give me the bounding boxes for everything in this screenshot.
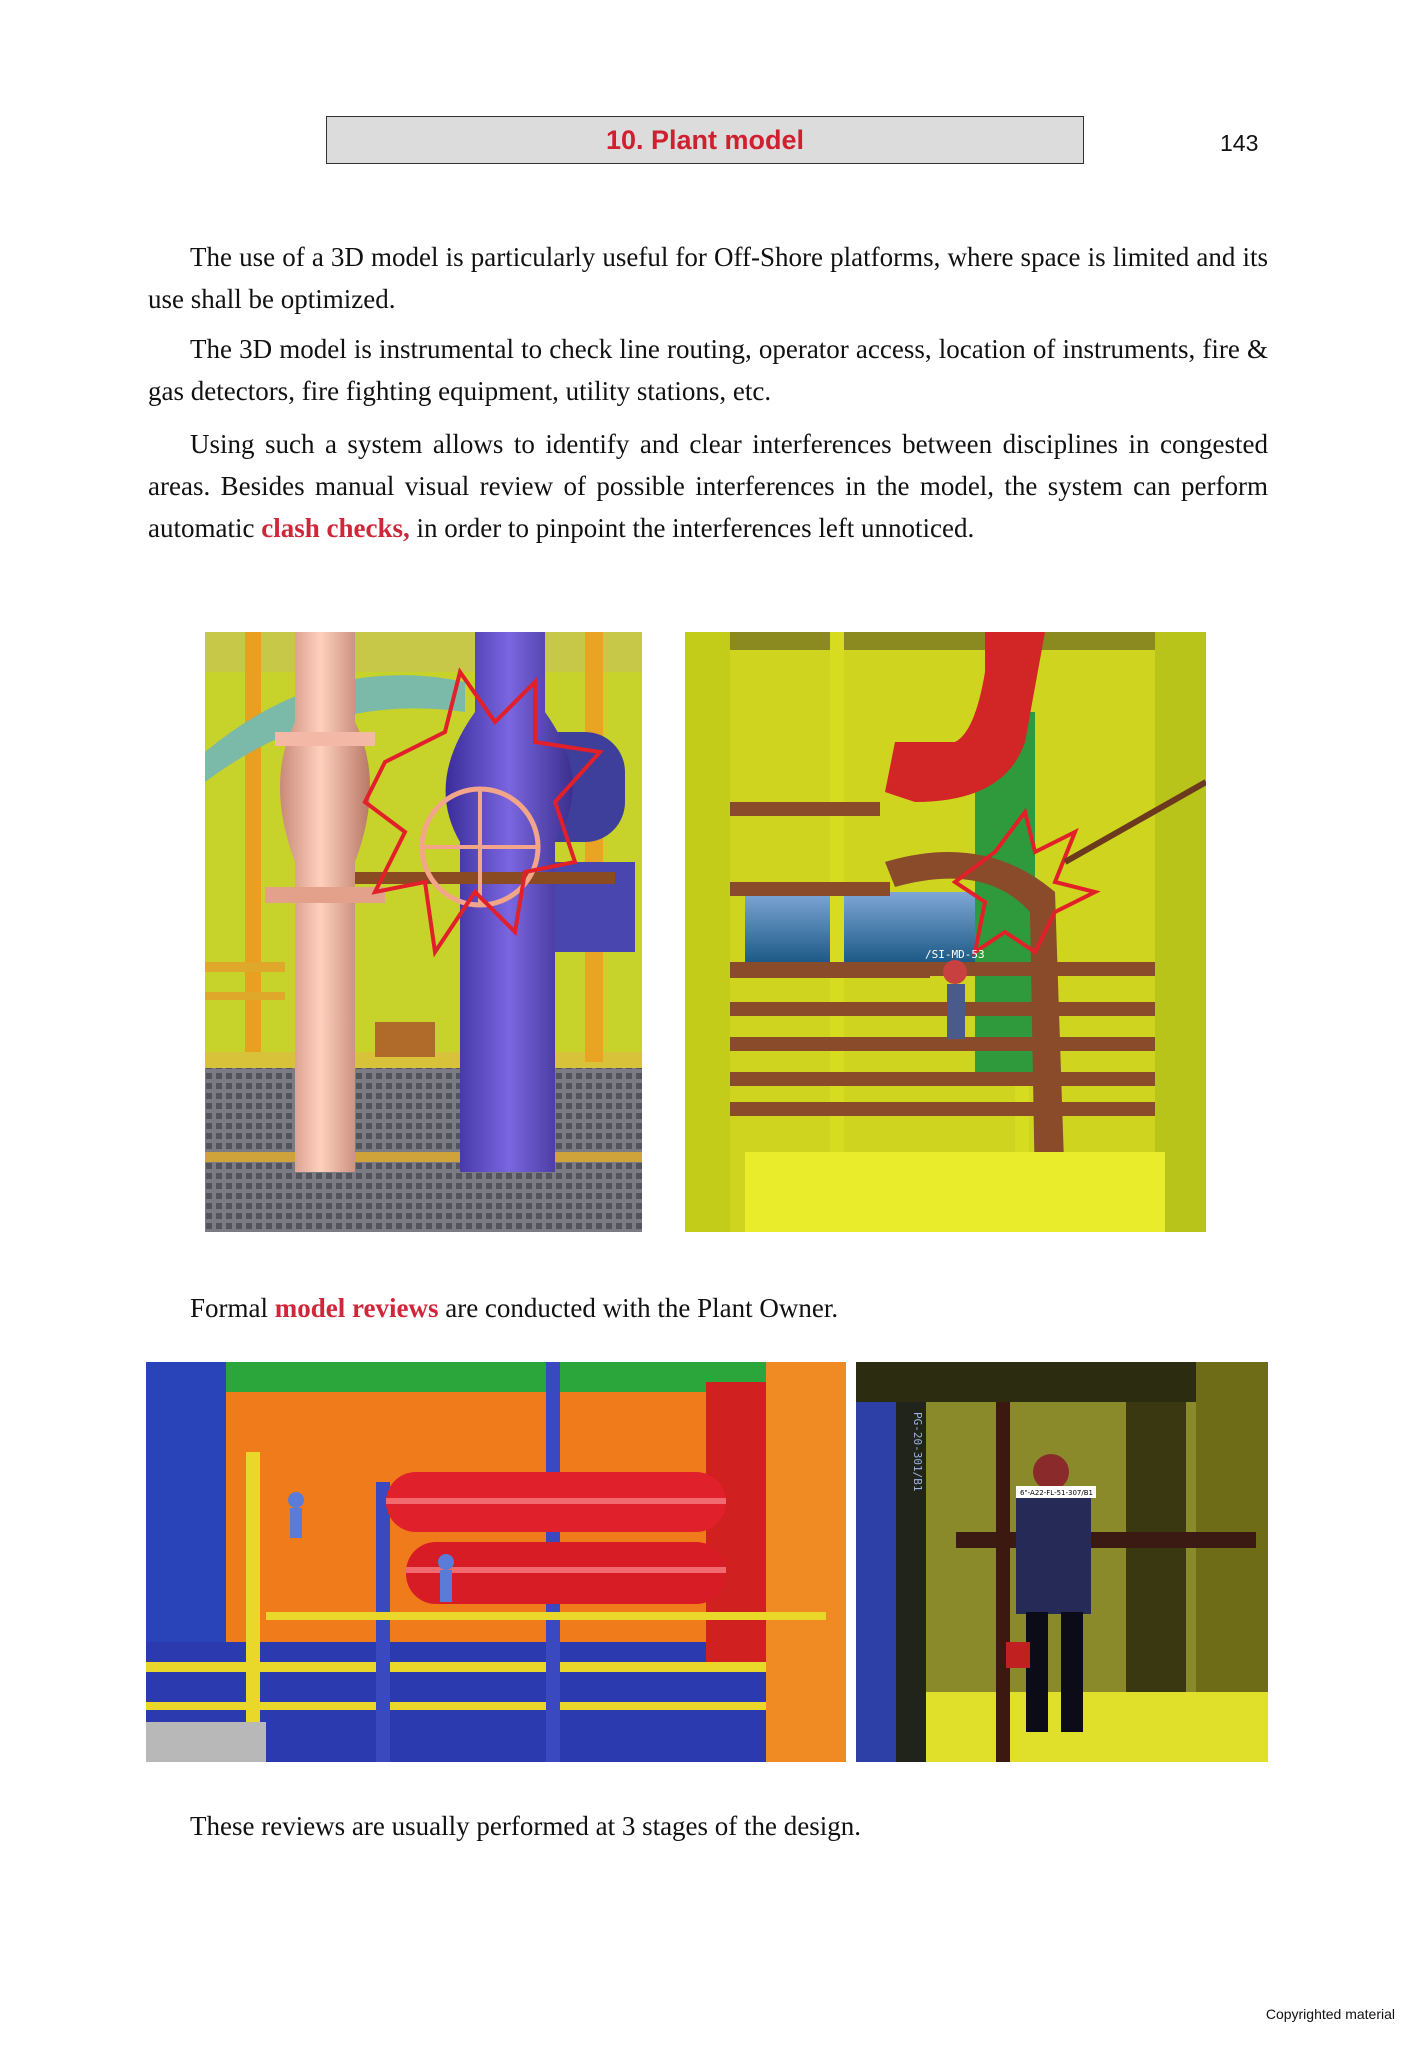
equipment-tag: PG-20-301/B1	[911, 1412, 924, 1492]
paragraph-text: in order to pinpoint the interferences left unnoticed.	[409, 513, 975, 543]
copyright-notice: Copyrighted material	[1265, 2006, 1395, 2022]
caption-text: Formal	[190, 1293, 275, 1323]
chapter-title: 10. Plant model	[605, 124, 805, 155]
paragraph-text: The use of a 3D model is particularly useful for Off-Shore platforms, where space is limited and its use shall be optimized.	[148, 242, 1268, 314]
model-reviews-line	[190, 1290, 838, 1326]
paragraph-text: The 3D model is instrumental to check line routing, operator access, location of instruments, fire & gas detectors, fire fighting equipment, utility stations, etc.	[148, 334, 1268, 406]
figure-operator-access	[856, 1362, 1268, 1762]
figure-cable-tray-clash	[685, 632, 1206, 1232]
figure-deck-exchangers	[146, 1362, 846, 1762]
clash-checks-highlight: clash checks,	[261, 513, 410, 543]
figure-clash-pipes	[205, 632, 642, 1232]
paragraph-interferences	[148, 423, 1268, 549]
paragraph-offshore	[148, 236, 1268, 320]
chapter-header	[326, 116, 1084, 164]
caption-text: are conducted with the Plant Owner.	[438, 1293, 839, 1323]
page-number: 143	[1220, 130, 1259, 156]
line-label: 6"-A22-FL-51-307/B1	[1020, 1489, 1094, 1497]
stages-line: These reviews are usually performed at 3 stages of the design.	[190, 1811, 862, 1841]
tray-label: /SI-MD-53	[925, 948, 985, 961]
paragraph-text: Using such a system allows to identify and clear interferences between disciplines in congested areas. Besides manual visual review of possible interferences in the model, the system can perform automatic	[148, 429, 1268, 543]
model-reviews-highlight: model reviews	[274, 1293, 439, 1323]
paragraph-3d-model	[148, 328, 1268, 412]
